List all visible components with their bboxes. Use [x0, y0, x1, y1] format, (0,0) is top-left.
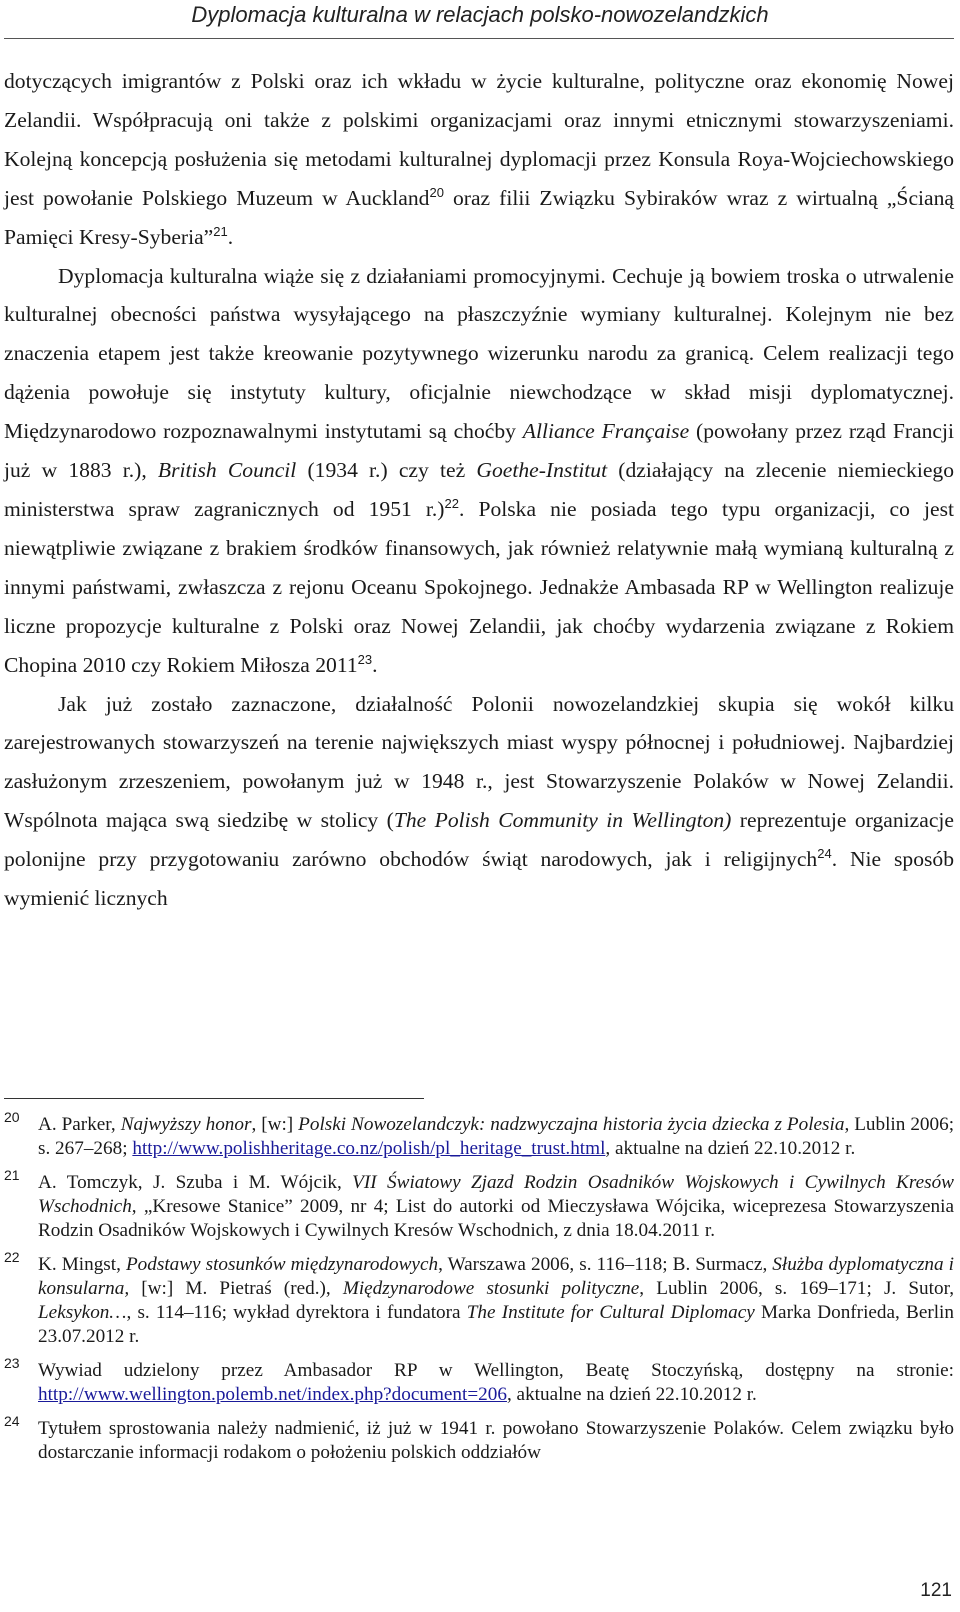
footnote-22: 22 K. Mingst, Podstawy stosunków międzynarodowych, Warszawa 2006, s. 116–118; B. Surmacz, Służba dyplomatyczna i konsularna, [w:] M. Pietraś (red.), Międzynarodowe stosunki polityczne, Lublin 2006, s. 169–171; J. Sutor, Leksykon…, s. 114–116; wykład dyrektora i fundatora The Institute for Cultural Diplomacy Marka Donfrieda, Berlin 23.07.2012 r.	[4, 1253, 954, 1349]
main-text	[4, 62, 954, 918]
footnote-ref-24[interactable]: 24	[817, 845, 832, 861]
footnote-number: 23	[4, 1355, 20, 1371]
footnote-ref-21[interactable]: 21	[213, 223, 228, 239]
footnote-21: 21 A. Tomczyk, J. Szuba i M. Wójcik, VII Światowy Zjazd Rodzin Osadników Wojskowych i Cywilnych Kresów Wschodnich, „Kresowe Stanice” 2009, nr 4; List do autorki od Mieczysława Wójcika, wiceprezesa Stowarzyszenia Rodzin Osadników Wojskowych i Cywilnych Kresów Wschodnich, z dnia 18.04.2011 r.	[4, 1171, 954, 1243]
footnote-23: 23 Wywiad udzielony przez Ambasador RP w Wellington, Beatę Stoczyńską, dostępny na stronie: http://www.wellington.polemb.net/index.php?document=206, aktualne na dzień 22.10.2012 r.	[4, 1359, 954, 1407]
footnote-number: 21	[4, 1167, 20, 1183]
footnote-ref-20[interactable]: 20	[429, 184, 444, 200]
footnote-separator	[4, 1098, 424, 1099]
footnote-number: 22	[4, 1249, 20, 1265]
footnotes	[4, 1109, 955, 1475]
paragraph-3: Jak już zostało zaznaczone, działalność Polonii nowozelandzkiej skupia się wokół kilku zarejestrowanych stowarzyszeń na terenie największych miast wyspy północnej i południowej. Najbardziej zasłużonym zrzeszeniem, powołanym już w 1948 r., jest Stowarzyszenie Polaków w Nowej Zelandii. Wspólnota mająca swą siedzibę w stolicy (The Polish Community in Wellington) reprezentuje organizacje polonijne przy przygotowaniu zarówno obchodów świąt narodowych, jak i religijnych$^{24}$. Nie sposób wymienić licznych	[4, 691, 955, 911]
footnote-20: 20 A. Parker, Najwyższy honor, [w:] Polski Nowozelandczyk: nadzwyczajna historia życia dziecka z Polesia, Lublin 2006; s. 267–268; http://www.polishheritage.co.nz/polish/pl_heritage_trust.html, aktualne na dzień 22.10.2012 r.	[4, 1113, 954, 1161]
paragraph-2: Dyplomacja kulturalna wiąże się z działaniami promocyjnymi. Cechuje ją bowiem troska o utrwalenie kulturalnej obecności państwa wysyłającego na płaszczyźnie wymiany kulturalnej. Kolejnym nie bez znaczenia etapem jest także kreowanie pozytywnego wizerunku narodu za granicą. Celem realizacji tego dążenia powołuje się instytuty kultury, oficjalnie niewchodzące w skład misji dyplomatycznej. Międzynarodowo rozpoznawalnymi instytutami są choćby Alliance Française (powołany przez rząd Francji już w 1883 r.), British Council (1934 r.) czy też Goethe-Institut (działający na zlecenie niemieckiego ministerstwa spraw zagranicznych od 1951 r.)$^{22}$. Polska nie posiada tego typu organizacji, co jest niewątpliwie związane z brakiem środków finansowych, jak również relatywnie małą wymianą kulturalną z innymi państwami, zwłaszcza z rejonu Oceanu Spokojnego. Jednakże Ambasada RP w Wellington realizuje liczne propozycje kulturalne z Polski oraz Nowej Zelandii, jak choćby wydarzenia związane z Rokiem Chopina 2010 czy Rokiem Miłosza 2011$^{23}$.	[4, 263, 955, 677]
page-number: 121	[920, 1580, 952, 1601]
footnote-ref-22[interactable]: 22	[444, 495, 459, 511]
footnote-link[interactable]: http://www.wellington.polemb.net/index.php?document=206	[38, 1384, 507, 1405]
footnote-number: 24	[4, 1413, 20, 1429]
footnote-link[interactable]: http://www.polishheritage.co.nz/polish/pl_heritage_trust.html	[132, 1138, 606, 1159]
running-header: Dyplomacja kulturalna w relacjach polsko-nowozelandzkich	[191, 2, 769, 27]
footnote-ref-23[interactable]: 23	[357, 651, 373, 667]
footnote-24: 24 Tytułem sprostowania należy nadmienić, iż już w 1941 r. powołano Stowarzyszenie Polaków. Celem związku było dostarczanie informacji rodakom o położeniu polskich oddziałów	[4, 1417, 954, 1465]
paragraph-1: dotyczących imigrantów z Polski oraz ich wkładu w życie kulturalne, polityczne oraz ekonomię Nowej Zelandii. Współpracują oni także z polskimi organizacjami oraz innymi etnicznymi stowarzyszeniami. Kolejną koncepcją posłużenia się metodami kulturalnej dyplomacji przez Konsula Roya-Wojciechowskiego jest powołanie Polskiego Muzeum w Auckland$^{20}$ oraz filii Związku Sybiraków wraz z wirtualną „Ścianą Pamięci Kresy-Syberia”$^{21}$.	[4, 69, 954, 249]
header-rule	[4, 38, 954, 39]
footnote-number: 20	[4, 1109, 20, 1125]
